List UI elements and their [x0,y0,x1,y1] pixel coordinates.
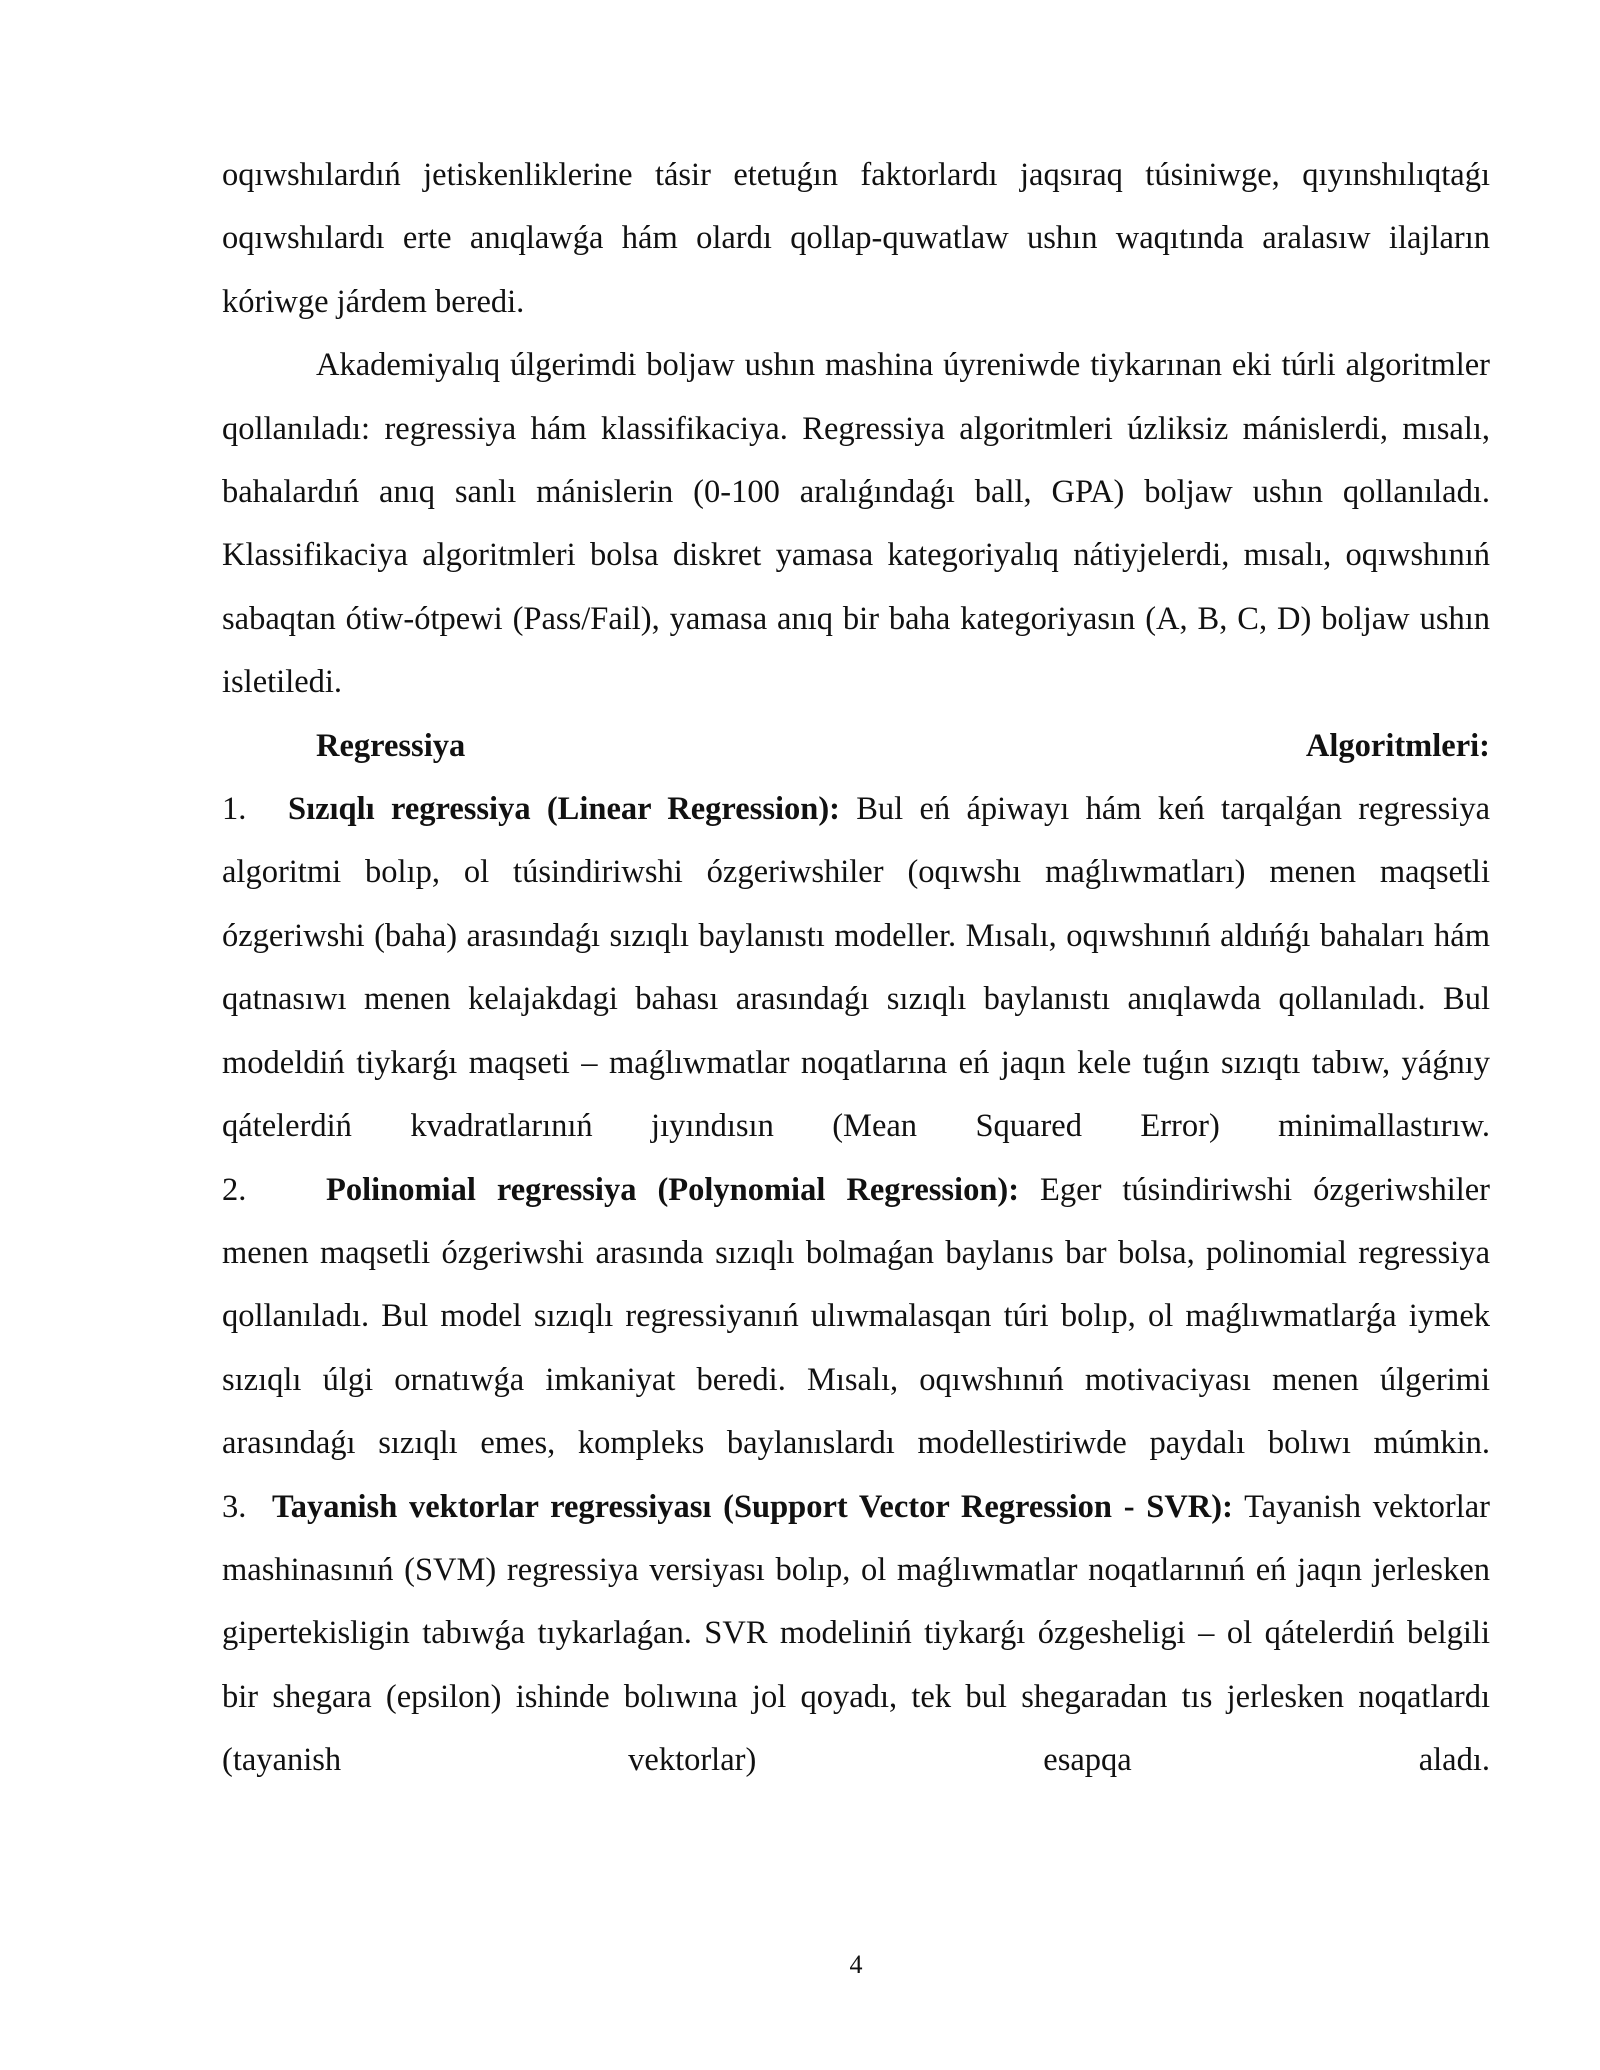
list-item-number: 2. [222,1171,247,1208]
heading-left: Regressiya [316,727,466,764]
list-item-title: Tayanish vektorlar regressiyası (Support Vector Regression - SVR): [272,1488,1233,1525]
document-page [222,144,1490,1793]
list-item-linear-regression [222,778,1490,1158]
paragraph-algorithms: Akademiyalıq úlgerimdi boljaw ushın mashina úyreniwde tiykarınan eki túrli algoritmler qollanıladı: regressiya hám klassifikaciya. Regressiya algoritmleri úzliksiz mánislerdi, mısalı, bahalardıń anıq sanlı mánislerin (0-100 aralıǵındaǵı ball, GPA) boljaw ushın qollanıladı. Klassifikaciya algoritmleri bolsa diskret yamasa kategoriyalıq nátiyjelerdi, mısalı, oqıwshınıń sabaqtan ótiw-ótpewi (Pass/Fail), yamasa anıq bir baha kategoriyasın (A, B, C, D) boljaw ushın isletiledi. [222,347,1490,701]
section-heading [222,715,1490,778]
list-item-svr [222,1476,1490,1793]
list-item-number: 1. [222,791,247,828]
list-item-text: Tayanish vektorlar mashinasınıń (SVM) regressiya versiyası bolıp, ol maǵlıwmatlar noqatlarınıń eń jaqın jerlesken gipertekisligin tabıwǵa tıykarlaǵan. SVR modeliniń tiykarǵı ózgesheligi – ol qátelerdiń belgili bir shegara (epsilon) ishinde bolıwına jol qoyadı, tek bul shegaradan tıs jerlesken noqatlardı (tayanish vektorlar) esapqa aladı. [222,1488,1490,1779]
paragraph-intro: oqıwshılardıń jetiskenliklerine tásir etetuǵın faktorlardı jaqsıraq túsiniwge, qıyınshılıqtaǵı oqıwshılardı erte anıqlawǵa hám olardı qollap-quwatlaw ushın waqıtında aralasıw ilajların kóriwge járdem beredi. [222,157,1490,320]
list-item-polynomial-regression [222,1159,1490,1476]
heading-right: Algoritmleri: [1305,727,1490,764]
list-item-title: Sızıqlı regressiya (Linear Regression): [288,791,840,828]
list-item-text: Eger túsindiriwshi ózgeriwshiler menen maqsetli ózgeriwshi arasında sızıqlı bolmaǵan baylanıs bar bolsa, polinomial regressiya qollanıladı. Bul model sızıqlı regressiyanıń ulıwmalasqan túri bolıp, ol maǵlıwmatlarǵa iymek sızıqlı úlgi ornatıwǵa imkaniyat beredi. Mısalı, oqıwshınıń motivaciyası menen úlgerimi arasındaǵı sızıqlı emes, kompleks baylanıslardı modellestiriwde paydalı bolıwı múmkin. [222,1171,1490,1462]
list-item-number: 3. [222,1488,247,1525]
page-number: 4 [849,1950,863,1979]
list-item-title: Polinomial regressiya (Polynomial Regression): [326,1171,1020,1208]
list-item-text: Bul eń ápiwayı hám keń tarqalǵan regressiya algoritmi bolıp, ol túsindiriwshi ózgeriwshiler (oqıwshı maǵlıwmatları) menen maqsetli ózgeriwshi (baha) arasındaǵı sızıqlı baylanıstı modeller. Mısalı, oqıwshınıń aldıńǵı bahaları hám qatnasıwı menen kelajakdagi bahası arasındaǵı sızıqlı baylanıstı anıqlawda qollanıladı. Bul modeldiń tiykarǵı maqseti – maǵlıwmatlar noqatlarına eń jaqın kele tuǵın sızıqtı tabıw, yáǵnıy qátelerdiń kvadratlarınıń jıyındısın (Mean Squared Error) minimallastırıw. [222,791,1490,1145]
